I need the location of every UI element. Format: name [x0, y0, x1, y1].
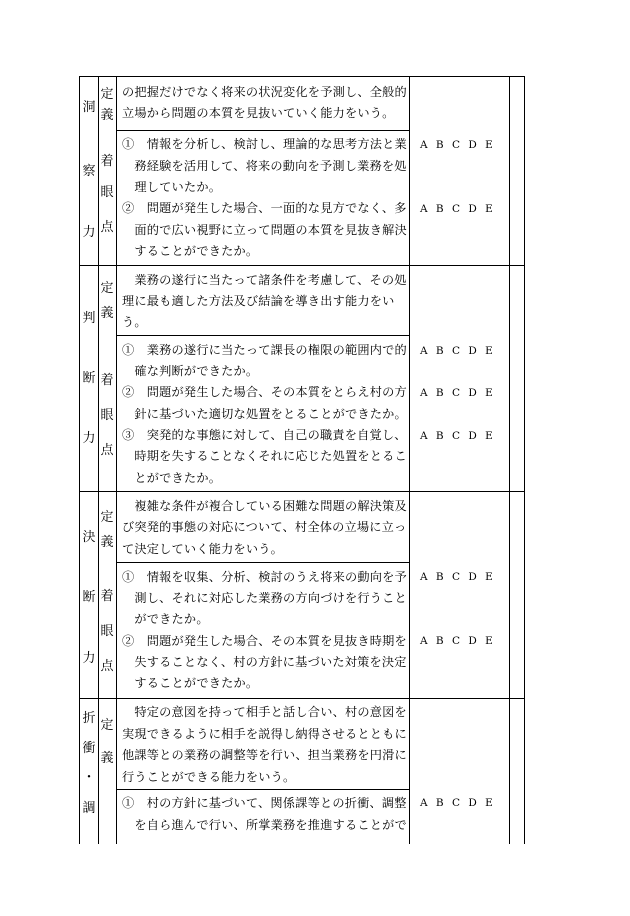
- focus-label-char: 眼: [100, 185, 114, 200]
- row-divider: [79, 698, 525, 699]
- focus-line: とができたか。: [122, 471, 222, 485]
- grade-scale: A B C D E: [420, 203, 493, 215]
- focus-line: することができたか。: [122, 676, 259, 690]
- focus-line: ができたか。: [122, 612, 209, 626]
- focus-line: 失することなく、村の方針に基づいた対策を決定: [122, 655, 407, 669]
- focus-line: 確な判断ができたか。: [122, 364, 259, 378]
- definition-label-char: 定: [100, 718, 114, 733]
- definition-label-char: 義: [100, 108, 114, 123]
- focus-line: 時期を失することなくそれに応じた処置をとるこ: [122, 449, 407, 463]
- focus-line: ① 情報を分析し、検討し、理論的な思考方法と業: [122, 137, 407, 151]
- definition-line: 業務の遂行に当たって諸条件を考慮して、その処: [122, 273, 407, 287]
- focus-label-char: 点: [100, 220, 114, 235]
- definition-line: 行うことができる能力をいう。: [122, 770, 296, 784]
- definition-line: の把握だけでなく将来の状況変化を予測し、全般的: [122, 85, 407, 99]
- definition-line: 実現できるように相手を説得し納得させるとともに: [122, 727, 407, 741]
- focus-line: 理していたか。: [122, 180, 222, 194]
- row-divider: [116, 335, 409, 336]
- definition-label-char: 定: [100, 87, 114, 102]
- definition-line: て決定していく能力をいう。: [122, 542, 284, 556]
- category-char: 察: [82, 164, 96, 179]
- column-divider: [509, 76, 510, 844]
- focus-line: 務経験を活用して、将来の動向を予測し業務を処: [122, 159, 407, 173]
- category-char: 調: [82, 801, 96, 816]
- definition-label-char: 義: [100, 751, 114, 766]
- definition-label-char: 定: [100, 510, 114, 525]
- grade-scale: A B C D E: [420, 387, 493, 399]
- definition-line: 立場から問題の本質を見抜いていく能力をいう。: [122, 106, 395, 120]
- row-divider: [116, 562, 409, 563]
- category-char: 折: [82, 711, 96, 726]
- column-divider: [524, 76, 525, 844]
- grade-scale: A B C D E: [420, 139, 493, 151]
- focus-line: ② 問題が発生した場合、一面的な見方でなく、多: [122, 201, 407, 215]
- focus-line: ② 問題が発生した場合、その本質をとらえ村の方: [122, 385, 407, 399]
- focus-line: 針に基づいた適切な処置をとることができたか。: [122, 407, 407, 421]
- focus-label-char: 点: [100, 659, 114, 674]
- definition-line: 複雑な条件が複合している困難な問題の解決策及: [122, 499, 407, 513]
- focus-label-char: 着: [100, 589, 114, 604]
- row-divider: [116, 130, 409, 131]
- grade-scale: A B C D E: [420, 571, 493, 583]
- category-char: ・: [82, 770, 96, 785]
- category-char: 断: [82, 371, 96, 386]
- focus-line: ① 村の方針に基づいて、関係課等との折衝、調整: [122, 796, 407, 810]
- grade-scale: A B C D E: [420, 635, 493, 647]
- focus-line: を自ら進んで行い、所掌業務を推進することがで: [122, 818, 407, 832]
- grade-scale: A B C D E: [420, 430, 493, 442]
- focus-line: 測し、それに対応した業務の方向づけを行うこと: [122, 591, 407, 605]
- focus-line: ① 情報を収集、分析、検討のうえ将来の動向を予: [122, 570, 407, 584]
- focus-label-char: 眼: [100, 408, 114, 423]
- definition-label-char: 義: [100, 535, 114, 550]
- definition-line: う。: [122, 315, 147, 329]
- grade-scale: A B C D E: [420, 797, 493, 809]
- column-divider: [116, 76, 117, 844]
- focus-label-char: 着: [100, 373, 114, 388]
- focus-line: 面的で広い視野に立って問題の本質を見抜き解決: [122, 223, 407, 237]
- category-char: 断: [82, 590, 96, 605]
- column-divider: [79, 76, 80, 844]
- focus-label-char: 眼: [100, 624, 114, 639]
- definition-line: 理に最も適した方法及び結論を導き出す能力をい: [122, 294, 395, 308]
- column-divider: [409, 76, 410, 844]
- row-divider: [79, 265, 525, 266]
- focus-line: することができたか。: [122, 244, 259, 258]
- definition-label-char: 義: [100, 306, 114, 321]
- category-char: 判: [82, 311, 96, 326]
- definition-line: び突発的事態の対応について、村全体の立場に立っ: [122, 520, 407, 534]
- category-char: 決: [82, 530, 96, 545]
- category-char: 衝: [82, 741, 96, 756]
- row-divider: [79, 76, 525, 77]
- focus-label-char: 点: [100, 443, 114, 458]
- definition-line: 特定の意図を持って相手と話し合い、村の意図を: [122, 705, 407, 719]
- focus-line: ① 業務の遂行に当たって課長の権限の範囲内で的: [122, 343, 407, 357]
- row-divider: [116, 789, 409, 790]
- focus-line: ③ 突発的な事態に対して、自己の職責を自覚し、: [122, 428, 407, 442]
- definition-line: 他課等との業務の調整等を行い、担当業務を円滑に: [122, 748, 407, 762]
- focus-line: ② 問題が発生した場合、その本質を見抜き時期を: [122, 634, 407, 648]
- category-char: 力: [82, 225, 96, 240]
- definition-label-char: 定: [100, 281, 114, 296]
- category-char: 洞: [82, 100, 96, 115]
- category-char: 力: [82, 431, 96, 446]
- row-divider: [79, 491, 525, 492]
- focus-label-char: 着: [100, 154, 114, 169]
- grade-scale: A B C D E: [420, 345, 493, 357]
- category-char: 力: [82, 651, 96, 666]
